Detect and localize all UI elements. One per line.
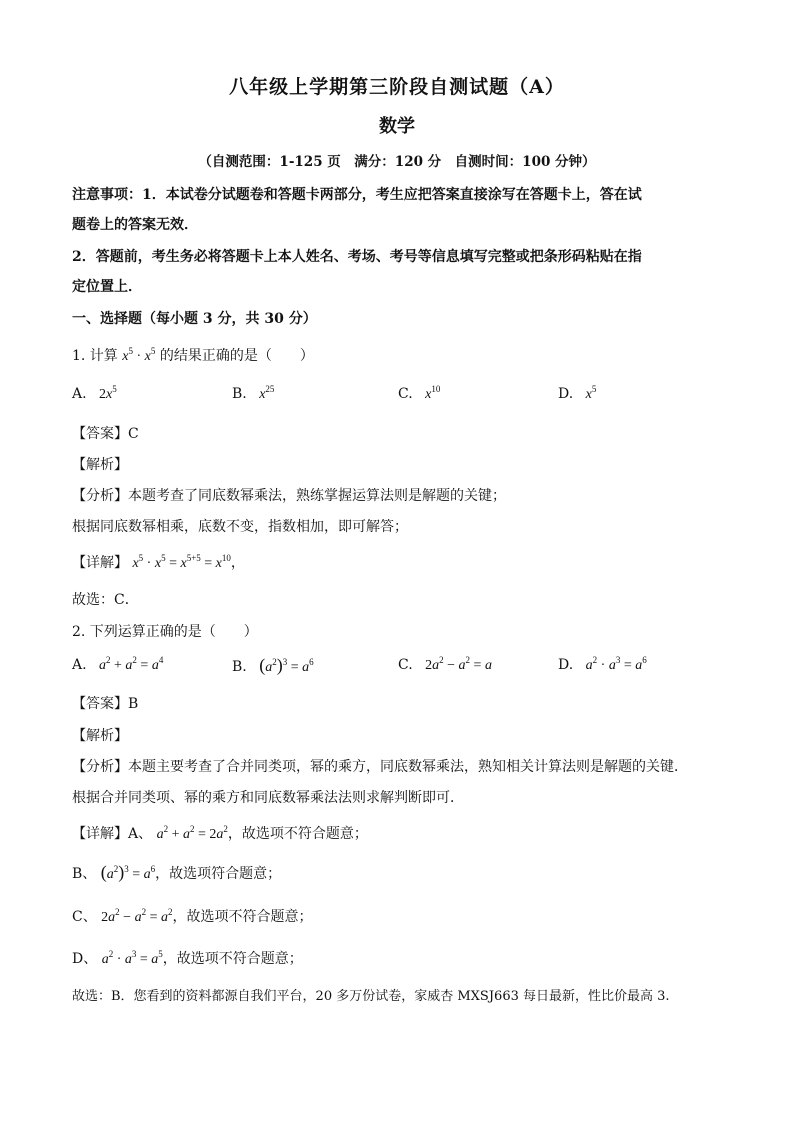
q2-option-b: B. $(a^2)^3 = a^6$ <box>232 655 314 675</box>
q2-option-c-label: C. <box>398 657 413 673</box>
question-1-stem <box>72 345 314 365</box>
exam-info: （自测范围：1-125 页 满分：120 分 自测时间：100 分钟） <box>198 154 596 170</box>
exam-title: 八年级上学期第三阶段自测试题（A） <box>229 76 565 98</box>
q2-option-b-label: B. <box>232 659 247 675</box>
q1-stem-pre: 1. 计算 <box>72 348 118 364</box>
q1-option-d: D. $x^5$ <box>558 384 597 402</box>
q1-analysis-tag: 【解析】 <box>72 457 128 473</box>
q2-detail-b-prefix: B、 <box>72 866 97 882</box>
q2-detail-d-text: ，故选项不符合题意； <box>162 951 303 967</box>
notes-line-1 <box>72 184 642 204</box>
q2-detail-d: D、 $a^2 \cdot a^3 = a^5$，故选项不符合题意； <box>72 949 303 967</box>
q2-option-a-label: A. <box>72 657 87 673</box>
q2-analysis-tag: 【解析】 <box>72 728 128 744</box>
question-2-stem: 2. 下列运算正确的是（ ） <box>72 624 258 640</box>
q1-expression: $x^5 \cdot x^5$ <box>122 346 156 364</box>
q1-analysis-2: 根据同底数幂相乘，底数不变，指数相加，即可解答； <box>72 519 408 535</box>
q2-detail-c-prefix: C、 <box>72 909 97 925</box>
section-title: 一、选择题（每小题 3 分，共 30 分） <box>72 311 317 327</box>
notes-item-2a: 2．答题前，考生务必将答题卡上本人姓名、考场、考号等信息填写完整或把条形码粘贴在指 <box>72 249 642 265</box>
q2-analysis-2: 根据合并同类项、幂的乘方和同底数幂乘法法则求解判断即可． <box>72 790 464 806</box>
q2-detail-a: 【详解】A、 $a^2 + a^2 = 2a^2$，故选项不符合题意； <box>72 824 368 842</box>
q2-answer: 【答案】B <box>72 696 139 712</box>
q2-detail-tag: 【详解】A、 <box>72 826 153 842</box>
q2-option-d: D. $a^2 \cdot a^3 = a^6$ <box>558 655 647 673</box>
q2-option-d-label: D. <box>558 657 574 673</box>
q2-analysis-1: 【分析】本题主要考查了合并同类项，幂的乘方，同底数幂乘法，熟知相关计算法则是解题的关键． <box>72 759 688 775</box>
q1-option-a: A. $2x^5$ <box>72 384 117 402</box>
q2-detail-b: B、 $(a^2)^3 = a^6$，故选项符合题意； <box>72 862 282 882</box>
q1-detail: 【详解】 $x^5 \cdot x^5 = x^{5+5} = x^{10}$， <box>72 553 245 571</box>
q1-option-c-label: C. <box>398 386 413 402</box>
q1-option-b: B. $x^{25}$ <box>232 384 275 402</box>
q2-option-c: C. $2a^2 - a^2 = a$ <box>398 655 492 673</box>
q2-detail-c-text: ，故选项不符合题意； <box>172 909 313 925</box>
q1-analysis-1: 【分析】本题考查了同底数幂乘法，熟练掌握运算法则是解题的关键； <box>72 488 506 504</box>
q1-answer: 【答案】C <box>72 426 139 442</box>
q2-detail-c: C、 $2a^2 - a^2 = a^2$，故选项不符合题意； <box>72 907 313 925</box>
q1-conclusion: 故选：C． <box>72 592 139 608</box>
q1-option-d-label: D. <box>558 386 574 402</box>
q1-option-c: C. $x^{10}$ <box>398 384 441 402</box>
notes-item-1b: 题卷上的答案无效． <box>72 217 198 233</box>
q1-detail-tag: 【详解】 <box>72 555 128 571</box>
notes-label: 注意事项： <box>72 187 142 203</box>
q2-detail-b-text: ，故选项符合题意； <box>155 866 282 882</box>
q1-detail-expression: $x^5 \cdot x^5 = x^{5+5} = x^{10}$ <box>132 553 231 571</box>
q1-option-a-label: A. <box>72 386 87 402</box>
q1-option-b-label: B. <box>232 386 247 402</box>
notes-item-1a: 1．本试卷分试题卷和答题卡两部分，考生应把答案直接涂写在答题卡上，答在试 <box>142 187 642 203</box>
q2-detail-d-prefix: D、 <box>72 951 98 967</box>
notes-item-2b: 定位置上． <box>72 279 142 295</box>
q1-stem-post: 的结果正确的是（ ） <box>159 348 314 364</box>
q2-detail-a-text: ，故选项不符合题意； <box>227 826 368 842</box>
subject-title: 数学 <box>379 116 415 137</box>
q2-conclusion: 故选：B．您看到的资料都源自我们平台，20 多万份试卷，家威杏 MXSJ663 每日最新，性比价最高 3. <box>72 989 670 1004</box>
q2-option-a: A. $a^2 + a^2 = a^4$ <box>72 655 164 673</box>
